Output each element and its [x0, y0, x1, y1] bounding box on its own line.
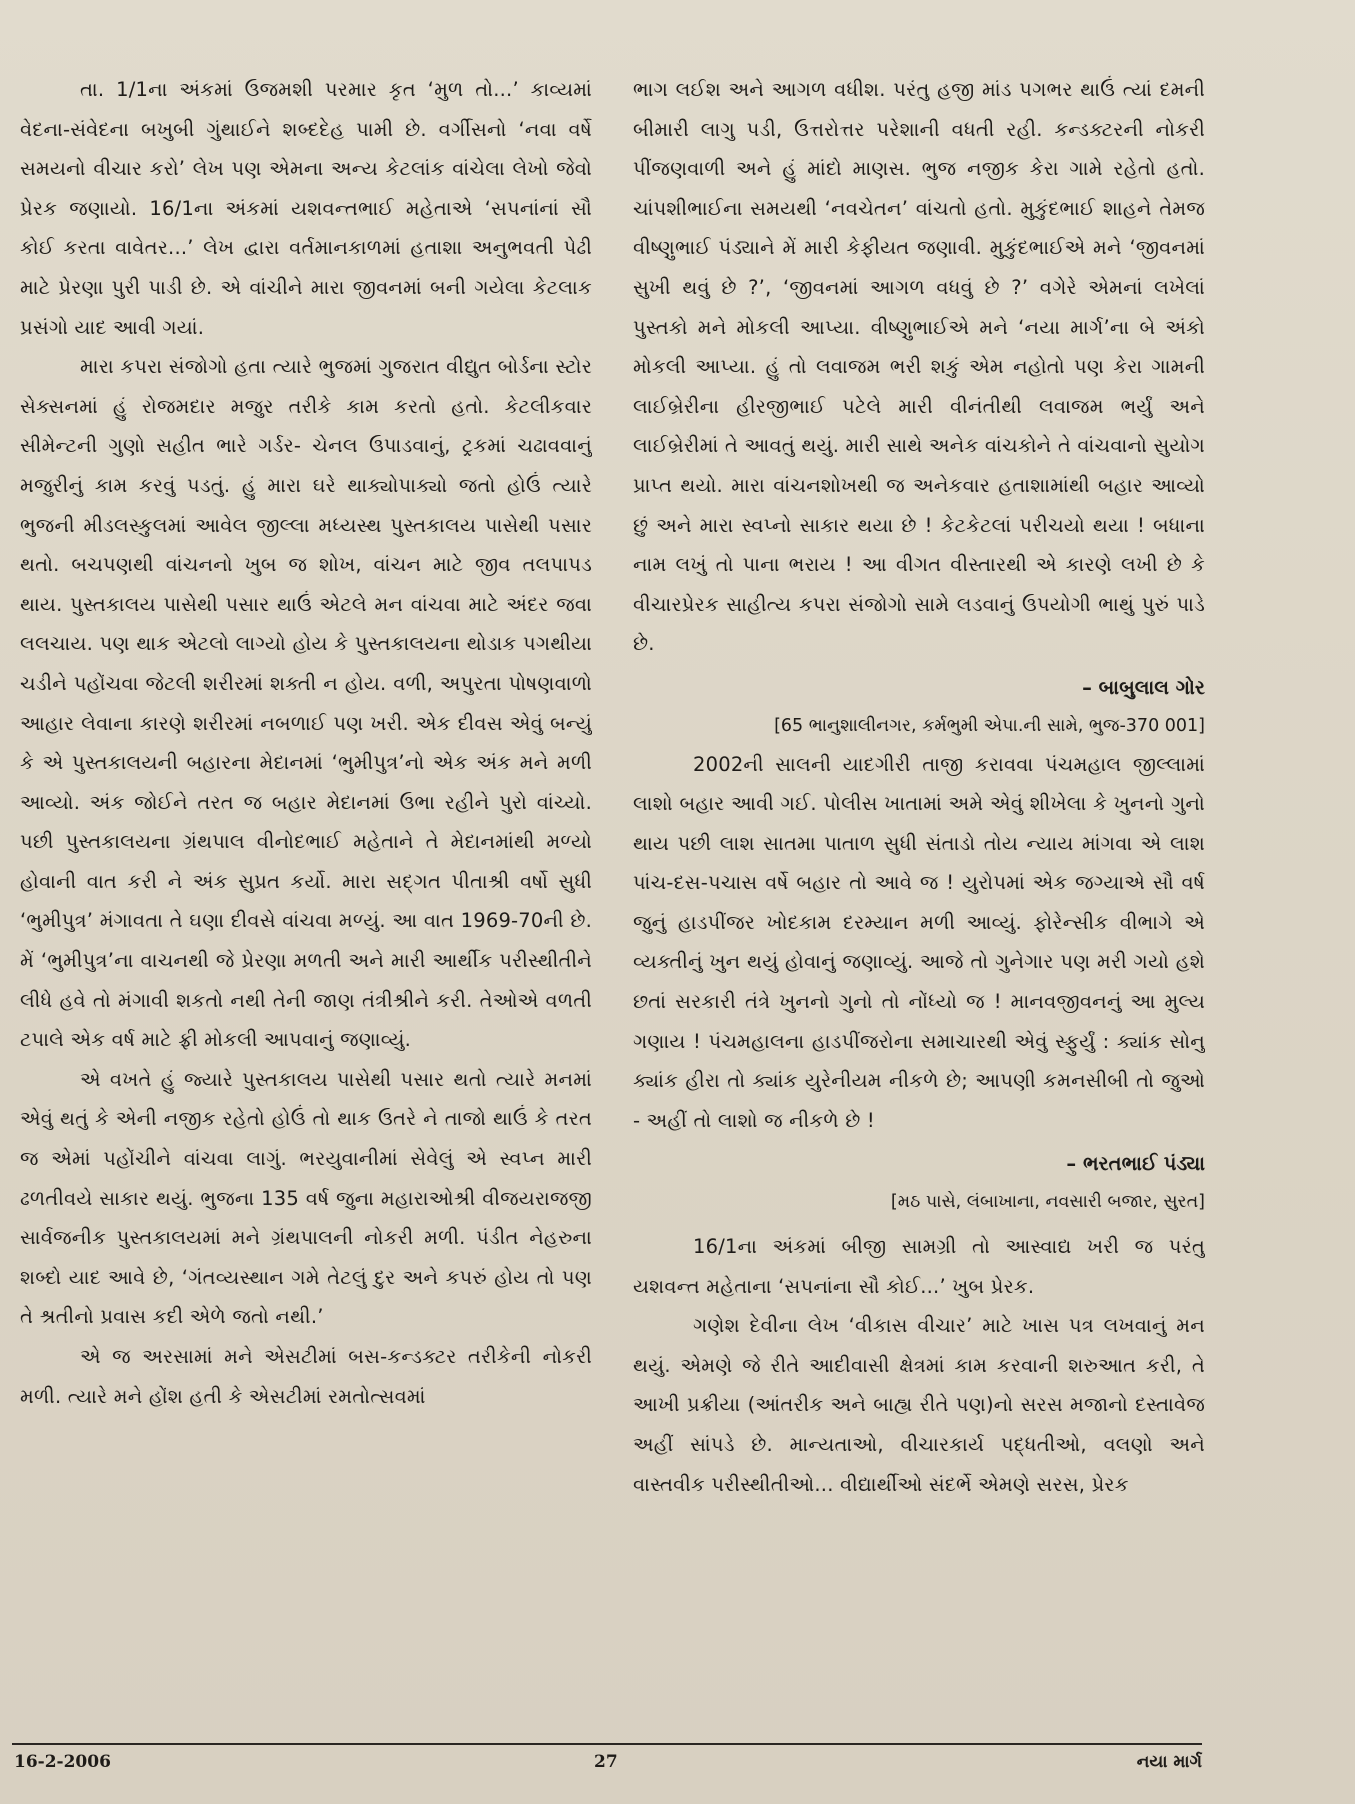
author-address: [65 ભાનુશાલીનગર, કર્મભુમી એપા.ની સામે, ભુજ-370 001] [774, 715, 1205, 736]
letter-paragraph: 16/1ના અંકમાં બીજી સામગ્રી તો આસ્વાદ્ય ખરી જ પરંતુ યશવન્ત મહેતાના ‘સપનાંના સૌ કોઈ...’ ખુબ પ્રેરક. [633, 1235, 1205, 1298]
issue-date: 16-2-2006 [14, 1752, 111, 1772]
letter-paragraph: મારા કપરા સંજોગો હતા ત્યારે ભુજમાં ગુજરાત વીદ્યુત બોર્ડના સ્ટોર સેક્સનમાં હું રોજમદાર મજુર તરીકે કામ કરતો હતો. કેટલીકવાર સીમેન્ટની ગુણો સહીત ભારે ગર્ડર- ચેનલ ઉપાડવાનું, ટ્રકમાં ચઢાવવાનું મજુરીનું કામ કરવું પડતું. હું મારા ઘરે થાક્યોપાક્યો જતો હોઉં ત્યારે ભુજની મીડલસ્કુલમાં આવેલ જીલ્લા મધ્યસ્થ પુસ્તકાલય પાસેથી પસાર થતો. બચપણથી વાંચનનો ખુબ જ શોખ, વાંચન માટે જીવ તલપાપડ થાય. પુસ્તકાલય પાસેથી પસાર થાઉં એટલે મન વાંચવા માટે અંદર જવા લલચાય. પણ થાક એટલો લાગ્યો હોય કે પુસ્તકાલયના થોડાક પગથીયા ચડીને પહોંચવા જેટલી શરીરમાં શક્તી ન હોય. વળી, અપુરતા પોષણવાળો આહાર લેવાના કારણે શરીરમાં નબળાઈ પણ ખરી. એક દીવસ એવું બન્યું કે એ પુસ્તકાલયની બહારના મેદાનમાં ‘ભુમીપુત્ર’નો એક અંક મને મળી આવ્યો. અંક જોઈને તરત જ બહાર મેદાનમાં ઉભા રહીને પુરો વાંચ્યો. પછી પુસ્તકાલયના ગ્રંથપાલ વીનોદભાઈ મહેતાને તે મેદાનમાંથી મળ્યો હોવાની વાત કરી ને અંક સુપ્રત કર્યો. મારા સદ્ગત પીતાશ્રી વર્ષો સુધી ‘ભુમીપુત્ર’ મંગાવતા તે ઘણા દીવસે વાંચવા મળ્યું. આ વાત 1969-70ની છે. મેં ‘ભુમીપુત્ર’ના વાચનથી જે પ્રેરણા મળતી અને મારી આર્થીક પરીસ્થીતીને લીધે હવે તો મંગાવી શકતો નથી તેની જાણ તંત્રીશ્રીને કરી. તેઓએ વળતી ટપાલે એક વર્ષ માટે ફ્રી મોકલી આપવાનું જણાવ્યું. [20, 355, 592, 1052]
page-footer [14, 1752, 1202, 1788]
letter-paragraph: ગણેશ દેવીના લેખ ‘વીકાસ વીચાર’ માટે ખાસ પત્ર લખવાનું મન થયું. એમણે જે રીતે આદીવાસી ક્ષેત્રમાં કામ કરવાની શરુઆત કરી, તે આખી પ્રક્રીયા (આંતરીક અને બાહ્ય રીતે પણ)નો સરસ મજાનો દસ્તાવેજ અહીં સાંપડે છે. માન્યતાઓ, વીચારકાર્ય પદ્ધતીઓ, વલણો અને વાસ્તવીક પરીસ્થીતીઓ... વીદ્યાર્થીઓ સંદર્ભે એમણે સરસ, પ્રેરક [633, 1314, 1205, 1496]
page-number: 27 [594, 1752, 618, 1772]
left-column [20, 70, 592, 1730]
author-address: [મઠ પાસે, લંબાખાના, નવસારી બજાર, સુરત] [890, 1192, 1205, 1213]
right-column [633, 70, 1205, 1730]
author-signature: – ભરતભાઈ પંડ્યા [1066, 1152, 1205, 1176]
text-columns [20, 70, 1205, 1730]
letter-paragraph: તા. 1/1ના અંકમાં ઉજમશી પરમાર કૃત ‘મુળ તો...’ કાવ્યમાં વેદના-સંવેદના બખુબી ગુંથાઈને શબ્દદેહ પામી છે. વર્ગીસનો ‘નવા વર્ષે સમયનો વીચાર કરો’ લેખ પણ એમના અન્ય કેટલાંક વાંચેલા લેખો જેવો પ્રેરક જણાયો. 16/1ના અંકમાં યશવન્તભાઈ મહેતાએ ‘સપનાંનાં સૌ કોઈ કરતા વાવેતર...’ લેખ દ્વારા વર્તમાનકાળમાં હતાશા અનુભવતી પેઢી માટે પ્રેરણા પુરી પાડી છે. એ વાંચીને મારા જીવનમાં બની ગયેલા કેટલાક પ્રસંગો યાદ આવી ગયાં. [20, 78, 592, 339]
magazine-name: નયા માર્ગ [1136, 1752, 1202, 1772]
letter-paragraph: એ જ અરસામાં મને એસટીમાં બસ-કન્ડક્ટર તરીકેની નોકરી મળી. ત્યારે મને હોંશ હતી કે એસટીમાં રમતોત્સવમાં [20, 1345, 592, 1408]
letter-paragraph: ભાગ લઈશ અને આગળ વધીશ. પરંતુ હજી માંડ પગભર થાઉં ત્યાં દમની બીમારી લાગુ પડી, ઉત્તરોત્તર પરેશાની વધતી રહી. કન્ડક્ટરની નોકરી પીંજણવાળી અને હું માંદો માણસ. ભુજ નજીક કેરા ગામે રહેતો હતો. ચાંપશીભાઈના સમયથી ‘નવચેતન’ વાંચતો હતો. મુકુંદભાઈ શાહને તેમજ વીષ્ણુભાઈ પંડ્યાને મેં મારી કેફીયત જણાવી. મુકુંદભાઈએ મને ‘જીવનમાં સુખી થવું છે ?’, ‘જીવનમાં આગળ વધવું છે ?’ વગેરે એમનાં લખેલાં પુસ્તકો મને મોકલી આપ્યા. વીષ્ણુભાઈએ મને ‘નયા માર્ગ’ના બે અંકો મોકલી આપ્યા. હું તો લવાજમ ભરી શકું એમ નહોતો પણ કેરા ગામની લાઈબ્રેરીના હીરજીભાઈ પટેલે મારી વીનંતીથી લવાજમ ભર્યું અને લાઈબ્રેરીમાં તે આવતું થયું. મારી સાથે અનેક વાંચકોને તે વાંચવાનો સુયોગ પ્રાપ્ત થયો. મારા વાંચનશોખથી જ અનેકવાર હતાશામાંથી બહાર આવ્યો છું અને મારા સ્વપ્નો સાકાર થયા છે ! કેટકેટલાં પરીચયો થયા ! બધાના નામ લખું તો પાના ભરાય ! આ વીગત વીસ્તારથી એ કારણે લખી છે કે વીચારપ્રેરક સાહીત્ય કપરા સંજોગો સામે લડવાનું ઉપયોગી ભાથું પુરું પાડે છે. [633, 78, 1205, 656]
footer-divider [12, 1743, 1202, 1745]
letter-paragraph: એ વખતે હું જ્યારે પુસ્તકાલય પાસેથી પસાર થતો ત્યારે મનમાં એવું થતું કે એની નજીક રહેતો હોઉં તો થાક ઉતરે ને તાજો થાઉં કે તરત જ એમાં પહોંચીને વાંચવા લાગું. ભરયુવાનીમાં સેવેલું એ સ્વપ્ન મારી ઢળતીવયે સાકાર થયું. ભુજના 135 વર્ષ જુના મહારાઓશ્રી વીજયરાજજી સાર્વજનીક પુસ્તકાલયમાં મને ગ્રંથપાલની નોકરી મળી. પંડીત નેહરુના શબ્દો યાદ આવે છે, ‘ગંતવ્યસ્થાન ગમે તેટલું દુર અને કપરું હોય તો પણ તે શ્રતીનો પ્રવાસ કદી એળે જતો નથી.’ [20, 1067, 592, 1329]
letter-paragraph: 2002ની સાલની યાદગીરી તાજી કરાવવા પંચમહાલ જીલ્લામાં લાશો બહાર આવી ગઈ. પોલીસ ખાતામાં અમે એવું શીખેલા કે ખુનનો ગુનો થાય પછી લાશ સાતમા પાતાળ સુધી સંતાડો તોય ન્યાય માંગવા એ લાશ પાંચ-દસ-પચાસ વર્ષે બહાર તો આવે જ ! યુરોપમાં એક જગ્યાએ સૌ વર્ષ જુનું હાડપીંજર ખોદકામ દરમ્યાન મળી આવ્યું. ફોરેન્સીક વીભાગે એ વ્યક્તીનું ખુન થયું હોવાનું જણાવ્યું. આજે તો ગુનેગાર પણ મરી ગયો હશે છતાં સરકારી તંત્રે ખુનનો ગુનો તો નોંધ્યો જ ! માનવજીવનનું આ મુલ્ય ગણાય ! પંચમહાલના હાડપીંજરોના સમાચારથી એવું સ્ફુર્યું : ક્યાંક સોનુ ક્યાંક હીરા તો ક્યાંક યુરેનીયમ નીકળે છે; આપણી કમનસીબી તો જુઓ - અહીં તો લાશો જ નીકળે છે ! [633, 752, 1205, 1132]
author-signature: – બાબુલાલ ગોર [1082, 675, 1205, 699]
